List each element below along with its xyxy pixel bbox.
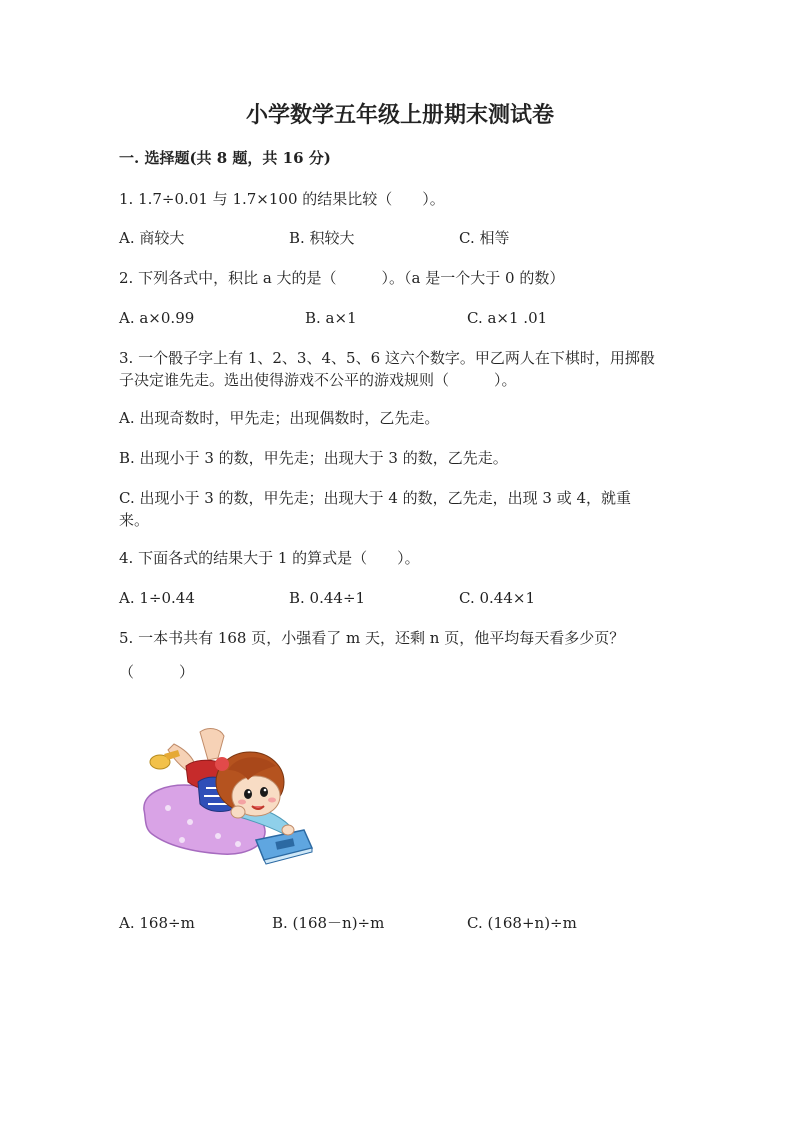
question-2-option-c: C. a×1 .01	[467, 309, 548, 327]
girl-reading-illustration	[138, 722, 316, 872]
question-3-option-a: A. 出现奇数时，甲先走；出现偶数时，乙先走。	[119, 409, 440, 427]
question-1-option-b: B. 积较大	[289, 229, 355, 247]
question-1-option-c: C. 相等	[459, 229, 510, 247]
question-5-option-c: C. (168+n)÷m	[467, 914, 577, 932]
question-3-stem-line-1: 3. 一个骰子字上有 1、2、3、4、5、6 这六个数字。甲乙两人在下棋时，用掷骰	[119, 349, 655, 367]
question-2-option-b: B. a×1	[305, 309, 357, 327]
question-4-option-b: B. 0.44÷1	[289, 589, 366, 607]
question-5-stem-line-2: （ ）	[119, 663, 195, 681]
question-1-option-a: A. 商较大	[119, 229, 185, 247]
girl-reading-icon	[138, 722, 316, 872]
question-3-option-c: C. 出现小于 3 的数，甲先走；出现大于 4 的数，乙先走，出现 3 或 4，就重	[119, 489, 632, 507]
question-1-stem: 1. 1.7÷0.01 与 1.7×100 的结果比较（ ）。	[119, 190, 445, 208]
question-4-stem: 4. 下面各式的结果大于 1 的算式是（ ）。	[119, 549, 420, 567]
page-title: 小学数学五年级上册期末测试卷	[245, 102, 554, 128]
question-3-option-c-continued: 来。	[119, 511, 150, 529]
question-4-option-a: A. 1÷0.44	[119, 589, 195, 607]
question-3-stem-line-2: 子决定谁先走。选出使得游戏不公平的游戏规则（ ）。	[119, 371, 517, 389]
question-3-option-b: B. 出现小于 3 的数，甲先走；出现大于 3 的数，乙先走。	[119, 449, 508, 467]
question-5-option-a: A. 168÷m	[119, 914, 195, 932]
question-4-option-c: C. 0.44×1	[459, 589, 535, 607]
question-2-option-a: A. a×0.99	[119, 309, 195, 327]
question-2-stem: 2. 下列各式中，积比 a 大的是（ ）。（a 是一个大于 0 的数）	[119, 269, 565, 287]
question-5-stem-line-1: 5. 一本书共有 168 页，小强看了 m 天，还剩 n 页，他平均每天看多少页？	[119, 629, 625, 647]
section-heading: 一. 选择题(共 8 题，共 16 分)	[119, 149, 331, 167]
question-5-option-b: B. (168－n)÷m	[272, 914, 385, 932]
